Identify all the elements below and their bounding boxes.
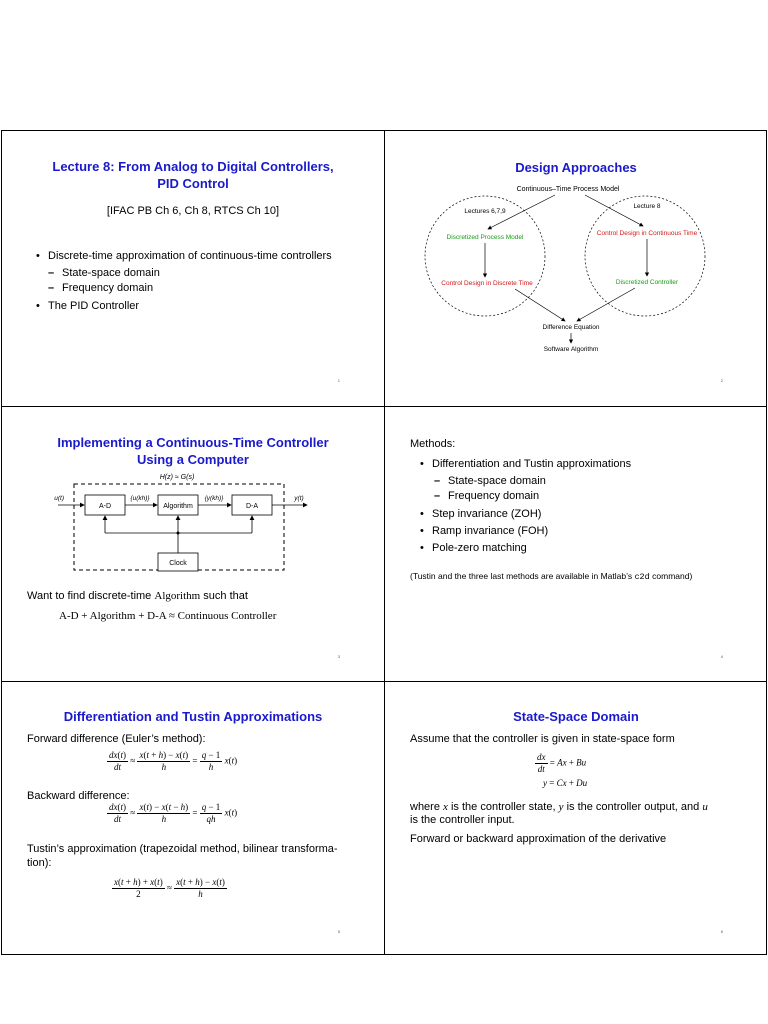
tustin-label-line1: Tustin’s approximation (trapezoidal method, bilinear transforma- [27, 843, 338, 855]
bullet-polezero: • Pole-zero matching [420, 542, 527, 554]
control-discrete-label: Control Design in Discrete Time [441, 280, 533, 287]
u-label: u(t) [54, 495, 64, 502]
page-number: 5 [337, 929, 340, 934]
control-continuous-label: Control Design in Continuous Time [596, 230, 698, 237]
ykh-label: {y(kh)} [204, 495, 224, 502]
bullet-discrete-time: • Discrete-time approximation of continuous-time controllers [36, 250, 332, 262]
slide-5 [2, 682, 384, 957]
want-text: Want to find discrete-time Algorithm such that [27, 590, 248, 602]
slide-2-title: Design Approaches [515, 160, 637, 175]
slide-3-title: Implementing a Continuous-Time Controller Using a Computer [57, 435, 329, 467]
tustin-label-line2: tion): [27, 857, 52, 869]
tustin-equation: $\frac{x(t + h) + x(t)}{2}$ ≈ $\frac{x(t + h) - x(t)}{h}$ [114, 877, 225, 899]
sub-state-space: – State-space domain [434, 475, 546, 487]
slide-6-title: State-Space Domain [513, 709, 639, 724]
sub-frequency: – Frequency domain [434, 490, 540, 502]
arrow-top-right [585, 195, 643, 226]
left-circle-label: Lectures 6,7,9 [464, 208, 506, 215]
slide-3 [2, 407, 384, 682]
forward-equation: $\frac{dx(t)}{dt}$ ≈ $\frac{x(t + h) - x(t)}{h}$ = $\frac{q - 1}{h}$ x(t) [109, 750, 238, 772]
matlab-note: (Tustin and the three last methods are available in Matlab’s c2d command) [410, 571, 693, 582]
forward-difference-label: Forward difference (Euler’s method): [27, 733, 206, 745]
arrow-right-to-diff [577, 288, 635, 321]
page-number: 4 [720, 654, 723, 659]
block-diagram [2, 467, 384, 627]
software-alg-label: Software Algorithm [543, 346, 599, 353]
discretized-controller-label: Discretized Controller [615, 279, 679, 286]
where-text-line2: is the controller input. [410, 814, 515, 826]
page-number: 2 [720, 378, 723, 383]
where-text-line1: where x is the controller state, y is the controller output, and u [410, 801, 708, 813]
forward-backward-text: Forward or backward approximation of the derivative [410, 833, 667, 845]
right-circle-label: Lecture 8 [633, 203, 661, 210]
bullet-differentiation: • Differentiation and Tustin approximations [420, 458, 632, 470]
arrow-left-to-diff [515, 289, 565, 321]
algorithm-label: Algorithm [163, 503, 193, 510]
slide-6 [385, 682, 767, 957]
slide-1-title: Lecture 8: From Analog to Digital Controllers, PID Control [52, 159, 334, 191]
ukh-label: {u(kh)} [130, 495, 150, 502]
slide-5-title: Differentiation and Tustin Approximations [63, 709, 323, 724]
bullet-pid: • The PID Controller [36, 300, 140, 312]
slide-grid [1, 130, 767, 955]
right-circle [585, 196, 705, 316]
top-label: Continuous–Time Process Model [516, 186, 620, 193]
reference-text: [IFAC PB Ch 6, Ch 8, RTCS Ch 10] [106, 205, 280, 217]
methods-label: Methods: [410, 438, 456, 450]
da-label: D-A [245, 503, 259, 510]
page-number: 3 [337, 654, 340, 659]
clock-label: Clock [169, 560, 187, 567]
backward-equation: $\frac{dx(t)}{dt}$ ≈ $\frac{x(t) - x(t - h)}{h}$ = $\frac{q - 1}{qh}$ x(t) [109, 802, 238, 824]
state-equation: $\frac{dx}{dt}$ = Ax + Bu [537, 752, 587, 774]
backward-difference-label: Backward difference: [27, 790, 130, 802]
bullet-step: • Step invariance (ZOH) [420, 508, 542, 520]
slide-4 [385, 407, 767, 682]
main-equation: A-D + Algorithm + D-A ≈ Continuous Controller [59, 610, 277, 622]
slide-1 [2, 131, 384, 406]
design-approaches-diagram [385, 131, 767, 406]
discretized-model-label: Discretized Process Model [446, 234, 524, 241]
assume-text: Assume that the controller is given in state-space form [410, 733, 675, 745]
y-label: y(t) [294, 495, 304, 502]
page-number: 6 [720, 929, 723, 934]
sub-state-space: – State-space domain [48, 267, 160, 279]
page-number: 1 [337, 378, 340, 383]
output-equation: y = Cx + Du [543, 778, 588, 788]
ad-label: A-D [98, 503, 112, 510]
bullet-ramp: • Ramp invariance (FOH) [420, 525, 549, 537]
h-label: H(z) ≈ G(s) [159, 474, 195, 481]
difference-eq-label: Difference Equation [542, 324, 600, 331]
sub-frequency: – Frequency domain [48, 282, 154, 294]
slide-2 [385, 131, 767, 406]
